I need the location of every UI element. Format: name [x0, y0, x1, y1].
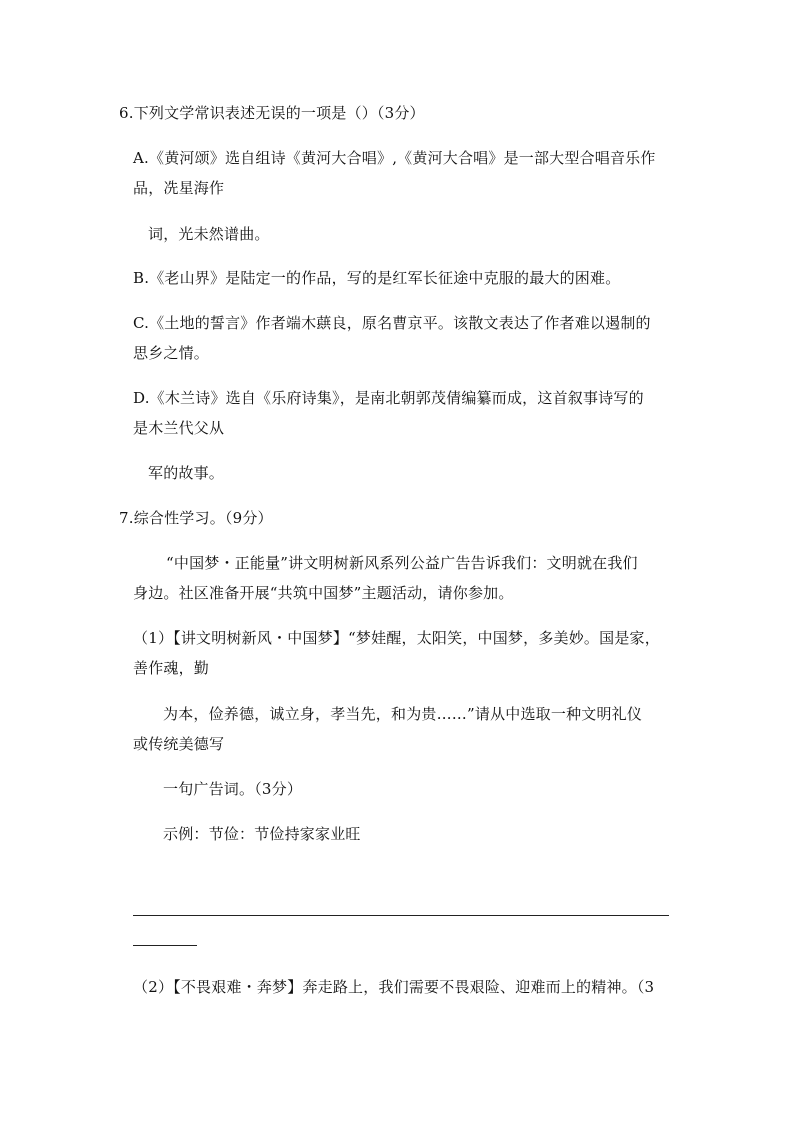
q6-option-c-line2: 思乡之情。 [133, 344, 210, 362]
q6-option-a-line1: A.《黄河颂》选自组诗《黄河大合唱》,《黄河大合唱》是一部大型合唱音乐作 [133, 149, 656, 167]
answer-line [133, 915, 669, 916]
q6-option-d-line1: D.《木兰诗》选自《乐府诗集》，是南北朝郭茂倩编纂而成，这首叙事诗写的 [133, 389, 644, 407]
answer-line-short [133, 945, 197, 946]
q7-intro-line2: 身边。社区准备开展“共筑中国梦”主题活动，请你参加。 [133, 584, 514, 602]
q7-sub1-line4: 或传统美德写 [133, 735, 225, 753]
q7-sub1-line5: 一句广告词。（3分） [163, 780, 303, 798]
q7-sub1-line3: 为本，俭养德，诚立身，孝当先，和为贵……”请从中选取一种文明礼仪 [163, 705, 643, 723]
q6-stem: 6.下列文学常识表述无误的一项是（）（3分） [119, 104, 425, 122]
q7-intro-line1: “中国梦・正能量”讲文明树新风系列公益广告告诉我们：文明就在我们 [166, 554, 638, 572]
q7-sub1-example: 示例：节俭：节俭持家家业旺 [163, 825, 361, 843]
q6-option-b: B.《老山界》是陆定一的作品，写的是红军长征途中克服的最大的困难。 [133, 269, 621, 287]
q6-option-a-line2: 品，冼星海作 [133, 179, 225, 197]
q6-option-d-line3: 军的故事。 [148, 464, 225, 482]
q7-sub1-line1: （1）【讲文明树新风・中国梦】“梦娃醒，太阳笑，中国梦，多美妙。国是家， [133, 629, 660, 647]
q6-option-a-line3: 词，光未然谱曲。 [148, 225, 270, 243]
q7-sub1-line2: 善作魂，勤 [133, 659, 210, 677]
q6-option-c-line1: C.《土地的誓言》作者端木蕻良，原名曹京平。该散文表达了作者难以遏制的 [133, 314, 651, 332]
q7-stem: 7.综合性学习。（9分） [119, 509, 273, 527]
q6-option-d-line2: 是木兰代父从 [133, 419, 225, 437]
q7-sub2-line1: （2）【不畏艰难・奔梦】奔走路上，我们需要不畏艰险、迎难而上的精神。（3 [133, 978, 655, 996]
